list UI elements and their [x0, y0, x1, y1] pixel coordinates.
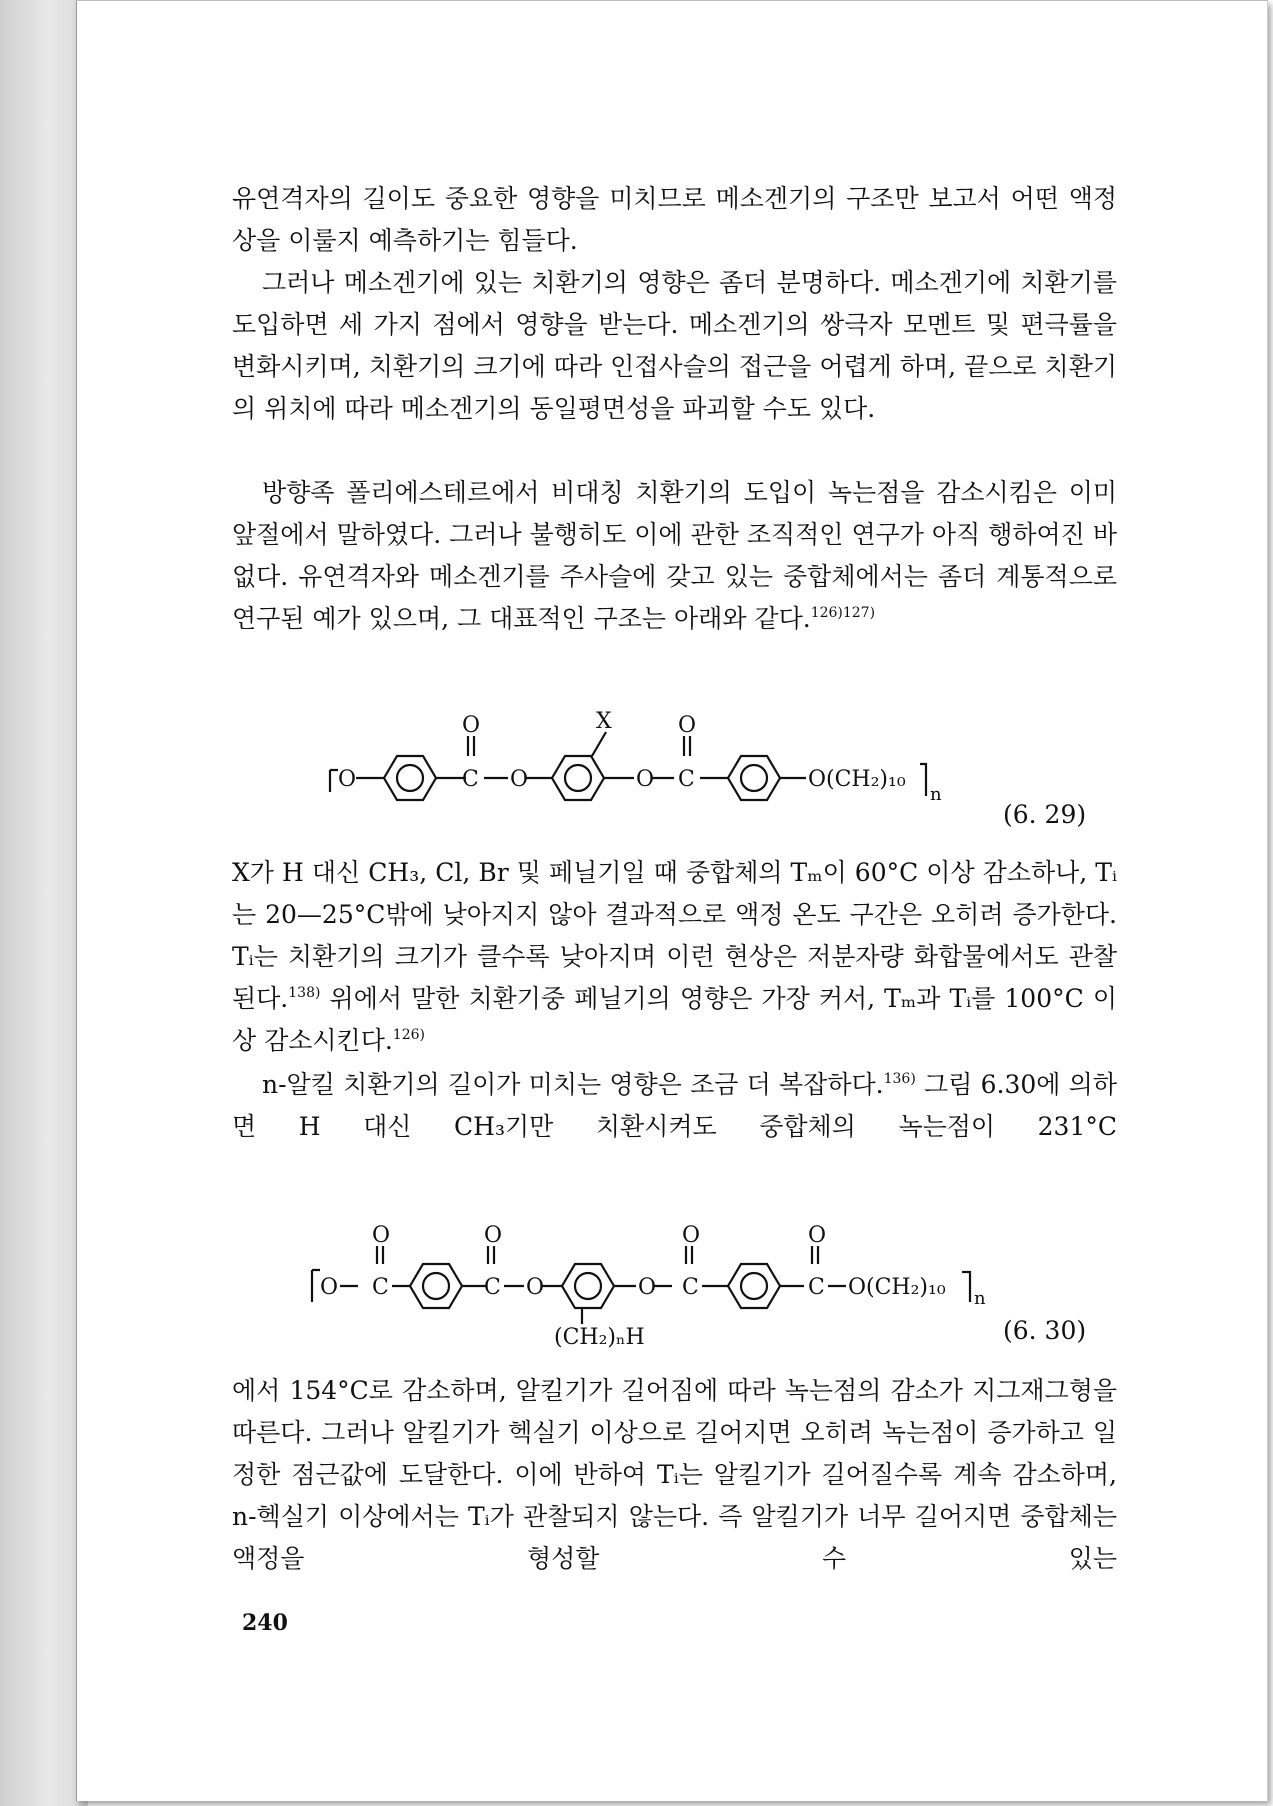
- bracket-left: [312, 1270, 320, 1302]
- structure-6-30: [300, 1200, 1120, 1350]
- paragraph-6-text: 에서 154°C로 감소하며, 알킬기가 길어짐에 따라 녹는점의 감소가 지그재그형을 따른다. 그러나 알킬기가 헥실기 이상으로 길어지면 오히려 녹는점이 증가하고 일정한 점근값에 도달한다. 이에 반하여 Tᵢ는 알킬기가 길어질수록 계속 감소하며, n-헥실기 이상에서는 Tᵢ가 관찰되지 않는다. 즉 알킬기가 너무 길어지면 중합체는 액정을 형성할 수 있는: [232, 1376, 1117, 1573]
- benzene-ring-2: [562, 1264, 614, 1308]
- benzene-ring-1: [410, 1264, 462, 1308]
- methylene-chain: (CH₂)₁₀: [826, 767, 906, 792]
- atom-o-2: O: [526, 1275, 545, 1300]
- atom-o-carbonyl-1: O: [462, 713, 481, 738]
- repeat-n: n: [974, 1288, 986, 1309]
- paragraph-2-text: 그러나 메소겐기에 있는 치환기의 영향은 좀더 분명하다. 메소겐기에 치환기를 도입하면 세 가지 점에서 영향을 받는다. 메소겐기의 쌍극자 모멘트 및 편극률을 변화시키며, 치환기의 크기에 따라 인접사슬의 접근을 어렵게 하며, 끝으로 치환기의 위치에 따라 메소겐기의 동일평면성을 파괴할 수도 있다.: [232, 268, 1117, 423]
- atom-o-carbonyl-2: O: [678, 713, 697, 738]
- atom-o-1: O: [320, 1275, 339, 1300]
- paragraph-4-body-a: X가 H 대신 CH₃, Cl, Br 및 페닐기일 때 중합체의 Tₘ이 60°C 이상 감소하나, Tᵢ는 20—25°C밖에 낮아지지 않아 결과적으로 액정 온도 구간은 오히려 증가한다. Tᵢ는 치환기의 크기가 클수록 낮아지며 이런 현상은 저분자량 화합물에서도 관찰된다.: [232, 858, 1117, 1013]
- bracket-right: [920, 764, 926, 796]
- paragraph-6: [232, 1370, 1117, 1580]
- paragraph-4-text: [232, 852, 1117, 1062]
- equation-number-6-29: (6. 29): [1003, 800, 1087, 829]
- alkyl-substituent: (CH₂)ₙH: [554, 1325, 645, 1350]
- paragraph-1-text: 유연격자의 길이도 중요한 영향을 미치므로 메소겐기의 구조만 보고서 어떤 액정상을 이룰지 예측하기는 힘들다.: [232, 184, 1117, 255]
- reference-136: 136): [883, 1071, 916, 1087]
- paragraph-3: [232, 472, 1117, 640]
- reference-138: 138): [288, 985, 321, 1001]
- atom-o-carbonyl-4: O: [808, 1223, 827, 1248]
- paragraph-3-text: [232, 472, 1117, 640]
- paragraph-5-body-a: n-알킬 치환기의 길이가 미치는 영향은 조금 더 복잡하다.: [262, 1070, 884, 1099]
- paragraph-5-text: [232, 1064, 1117, 1148]
- atom-o-1: O: [338, 767, 357, 792]
- book-spine: [0, 0, 88, 1806]
- benzene-ring-2: [552, 756, 604, 800]
- atom-c-4: C: [808, 1275, 825, 1300]
- atom-o-carbonyl-1: O: [372, 1223, 391, 1248]
- repeat-n: n: [930, 784, 942, 805]
- page-number: 240: [242, 1610, 288, 1636]
- reference-126-127: 126)127): [810, 605, 876, 621]
- equation-number-6-30: (6. 30): [1003, 1316, 1087, 1345]
- atom-c-1: C: [462, 767, 479, 792]
- atom-o-4: O: [848, 1275, 867, 1300]
- paragraph-5: [232, 1064, 1117, 1148]
- atom-c-1: C: [372, 1275, 389, 1300]
- methylene-chain: (CH₂)₁₀: [866, 1275, 946, 1300]
- atom-o-3: O: [638, 1275, 657, 1300]
- bracket-left: [330, 770, 338, 792]
- atom-c-3: C: [682, 1275, 699, 1300]
- structure-6-29: [300, 700, 1120, 830]
- benzene-ring-3: [728, 756, 780, 800]
- atom-o-2: O: [510, 767, 529, 792]
- atom-c-2: C: [484, 1275, 501, 1300]
- paragraph-5-body-b: 그림 6.30에 의하면 H 대신 CH₃기만 치환시켜도 중합체의 녹는점이 231°C: [232, 1070, 1117, 1141]
- bracket-right: [962, 1272, 970, 1302]
- paragraph-3-body: 방향족 폴리에스테르에서 비대칭 치환기의 도입이 녹는점을 감소시킴은 이미 앞절에서 말하였다. 그러나 불행히도 이에 관한 조직적인 연구가 아직 행하여진 바 없다. 유연격자와 메소겐기를 주사슬에 갖고 있는 중합체에서는 좀더 계통적으로 연구된 예가 있으며, 그 대표적인 구조는 아래와 같다.: [232, 478, 1117, 633]
- benzene-ring-3: [728, 1264, 780, 1308]
- benzene-ring-1: [384, 756, 436, 800]
- paragraph-4-body-b: 위에서 말한 치환기중 페닐기의 영향은 가장 커서, Tₘ과 Tᵢ를 100°C 이상 감소시킨다.: [232, 984, 1117, 1055]
- paragraph-1: [232, 178, 1117, 262]
- atom-o-carbonyl-3: O: [682, 1223, 701, 1248]
- reference-126: 126): [392, 1027, 425, 1043]
- atom-o-4: O: [808, 767, 827, 792]
- substituent-x: X: [596, 709, 612, 734]
- paragraph-2: [232, 262, 1117, 430]
- atom-o-carbonyl-2: O: [484, 1223, 503, 1248]
- atom-o-3: O: [636, 767, 655, 792]
- atom-c-2: C: [678, 767, 695, 792]
- paragraph-4: [232, 852, 1117, 1062]
